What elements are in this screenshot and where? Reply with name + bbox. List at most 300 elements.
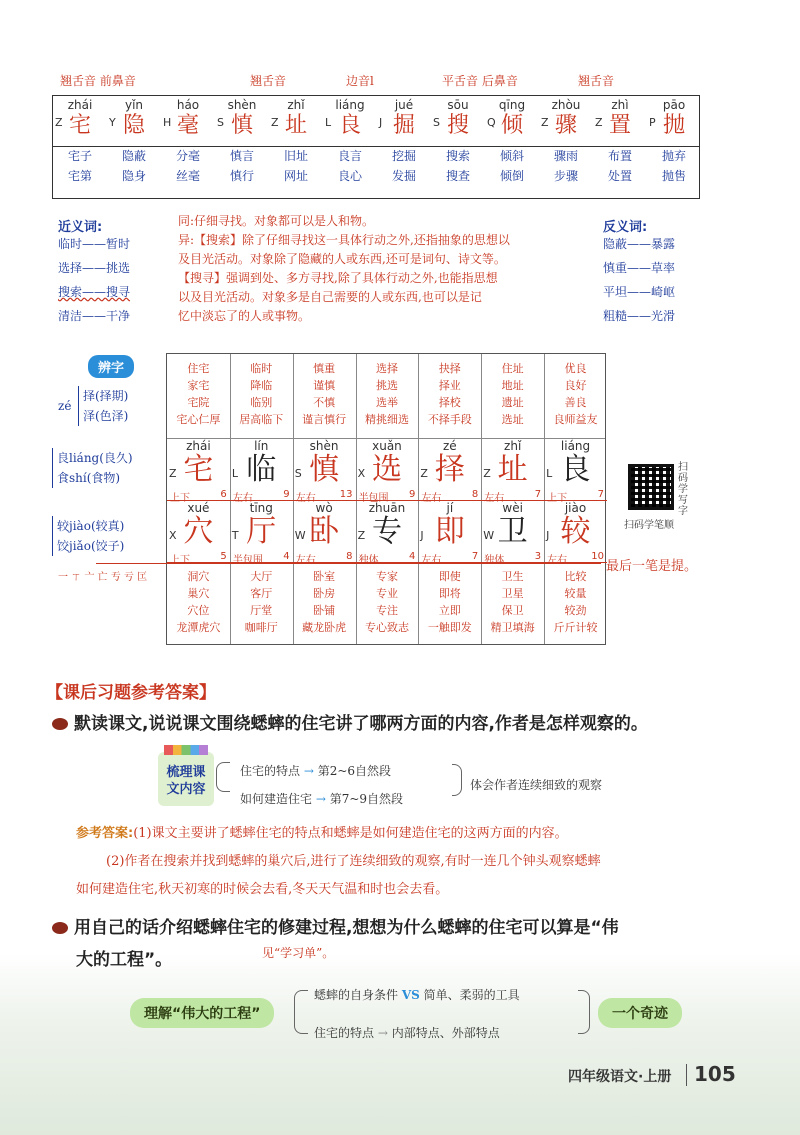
note-line: 同:仔细寻找。对象都可以是人和物。 xyxy=(178,214,375,228)
word-list-cell xyxy=(481,568,544,636)
character: 较 xyxy=(560,514,591,549)
pinyin: qīng xyxy=(498,98,526,112)
stroke-count: 5 xyxy=(220,551,227,562)
character: 专 xyxy=(371,514,402,549)
word: 专家 xyxy=(375,570,398,583)
word: 比较 xyxy=(564,570,587,583)
word-list-cell xyxy=(293,568,356,636)
arrow-right-icon: → xyxy=(315,792,326,806)
word: 保卫 xyxy=(501,604,524,617)
qr-caption: 扫码学笔顺 xyxy=(624,520,674,531)
structure-type: 上下 xyxy=(170,493,190,504)
initial-letter: Q xyxy=(487,116,496,129)
word: 厅堂 xyxy=(250,604,273,617)
word: 宅第 xyxy=(67,169,92,183)
word: 良心 xyxy=(337,169,362,183)
stroke-count: 8 xyxy=(346,551,353,562)
writing-cell xyxy=(167,501,230,566)
stroke-count: 7 xyxy=(597,489,604,500)
character: 卧 xyxy=(309,514,340,549)
word: 龙潭虎穴 xyxy=(176,621,221,634)
structure-type: 左右 xyxy=(547,555,568,566)
initial-letter: Z xyxy=(271,116,279,129)
see-worksheet-note: 见“学习单”。 xyxy=(262,946,335,960)
structure-type: 上下 xyxy=(547,493,568,504)
word: 择校 xyxy=(438,396,461,409)
new-character-cell xyxy=(161,98,215,186)
writing-cell xyxy=(293,501,356,566)
new-character-cell xyxy=(593,98,647,186)
section-title: 【课后习题参考答案】 xyxy=(46,683,216,703)
annotation-tongue-3: 翘舌音 xyxy=(578,74,615,88)
answer-1-part-2-cont: 如何建造住宅,秋天初寒的时候会去看,冬天天气温和时也会去看。 xyxy=(76,882,449,897)
new-character-cell xyxy=(485,98,539,186)
result-pill: 一个奇迹 xyxy=(598,998,682,1028)
character: 穴 xyxy=(183,514,214,549)
initial-letter: J xyxy=(420,529,424,542)
pinyin: zhǐ xyxy=(287,98,305,112)
character: 慎 xyxy=(309,452,340,487)
pinyin: jué xyxy=(394,98,414,112)
bullet-icon xyxy=(52,718,68,730)
bianzi-item: 择(择期) xyxy=(83,389,129,403)
structure-row xyxy=(481,551,544,566)
initial-letter: J xyxy=(546,529,550,542)
word: 旧址 xyxy=(283,149,308,163)
word: 慎重 xyxy=(313,362,336,375)
answer-1 xyxy=(76,820,766,904)
understand-line-1 xyxy=(314,986,520,1003)
pinyin: xué xyxy=(187,501,210,515)
word: 洞穴 xyxy=(187,570,210,583)
word-list-cell xyxy=(544,568,607,636)
word: 临时 xyxy=(250,362,273,375)
pinyin: zhuān xyxy=(368,501,406,515)
word: 选举 xyxy=(375,396,398,409)
pinyin: zhái xyxy=(67,98,93,112)
brace-left-2 xyxy=(294,990,308,1034)
antonyms-list xyxy=(603,232,675,328)
note-line: 忆中淡忘了的人或事物。 xyxy=(178,309,311,323)
initial-letter: L xyxy=(325,116,332,129)
outline-line-2-target: 第7~9自然段 xyxy=(329,792,404,806)
bianzi-item: 食shí(食物) xyxy=(57,471,121,485)
structure-row xyxy=(544,489,607,504)
word: 良言 xyxy=(337,149,362,163)
structure-row xyxy=(167,489,230,504)
structure-type: 半包围 xyxy=(358,493,389,504)
word-list-cell xyxy=(230,360,293,428)
books-icon xyxy=(164,745,208,755)
character: 址 xyxy=(284,113,307,138)
word: 卫星 xyxy=(501,587,524,600)
structure-type: 左右 xyxy=(295,493,316,504)
writing-cell xyxy=(167,439,230,504)
writing-cell xyxy=(356,501,419,566)
initial-letter: Z xyxy=(541,116,549,129)
understand-pill: 理解“伟大的工程” xyxy=(130,998,274,1028)
last-stroke-note: 最后一笔是提。 xyxy=(606,559,698,574)
footer-divider xyxy=(686,1064,687,1086)
new-character-cell xyxy=(215,98,269,186)
qr-code[interactable] xyxy=(628,464,674,510)
new-character-cell xyxy=(647,98,701,186)
structure-type: 左右 xyxy=(484,493,505,504)
word: 丝毫 xyxy=(175,169,200,183)
structure-type: 左右 xyxy=(295,555,316,566)
pinyin: zhǐ xyxy=(504,439,522,453)
word-list-cell xyxy=(418,360,481,428)
pinyin: lín xyxy=(254,439,269,453)
character: 选 xyxy=(371,452,402,487)
character: 厅 xyxy=(246,514,277,549)
note-line: 及目光活动。对象除了隐藏的人或东西,还可是词句、诗文等。 xyxy=(178,252,506,266)
brace-right-2 xyxy=(578,990,590,1034)
writing-cell xyxy=(293,439,356,504)
word: 良好 xyxy=(564,379,587,392)
word: 斤斤计较 xyxy=(553,621,598,634)
word: 降临 xyxy=(250,379,273,392)
word: 不择手段 xyxy=(427,413,472,426)
bullet-icon xyxy=(52,922,68,934)
structure-row xyxy=(481,489,544,504)
word: 卧室 xyxy=(313,570,336,583)
word: 卧铺 xyxy=(313,604,336,617)
word-comparison-note xyxy=(178,212,588,326)
word-list-cell xyxy=(356,360,419,428)
character: 择 xyxy=(434,452,465,487)
character: 慎 xyxy=(230,113,253,138)
pinyin: shèn xyxy=(227,98,257,112)
antonym-item: 粗糙——光滑 xyxy=(603,309,676,323)
word: 宅子 xyxy=(67,149,92,163)
word: 即将 xyxy=(438,587,461,600)
writing-cell xyxy=(481,439,544,504)
pinyin: liáng xyxy=(560,439,591,453)
writing-cell xyxy=(418,501,481,566)
understand-line-2 xyxy=(314,1024,500,1041)
stroke-count: 3 xyxy=(534,551,542,562)
bianzi-group-1-pinyin: zé xyxy=(58,399,72,413)
bianzi-item: 良liáng(良久) xyxy=(57,451,133,465)
pinyin: jí xyxy=(446,501,454,515)
stroke-count: 13 xyxy=(339,489,353,500)
word: 谨言慎行 xyxy=(302,413,347,426)
pinyin: pāo xyxy=(662,98,686,112)
pinyin: wò xyxy=(315,501,333,515)
character: 隐 xyxy=(122,113,145,138)
stroke-count: 4 xyxy=(408,551,416,562)
character: 置 xyxy=(608,113,631,138)
structure-row xyxy=(230,551,293,566)
word: 巢穴 xyxy=(187,587,210,600)
word-list-cell xyxy=(356,568,419,636)
stroke-count: 8 xyxy=(471,489,479,500)
vs-label: VS xyxy=(401,988,420,1002)
initial-letter: W xyxy=(294,529,306,542)
annotation-tongue: 翘舌音 前鼻音 xyxy=(60,74,136,88)
word: 布置 xyxy=(607,149,632,163)
synonym-item: 临时——暂时 xyxy=(58,237,131,251)
word: 择业 xyxy=(438,379,461,392)
word: 咖啡厅 xyxy=(244,621,278,634)
word: 住址 xyxy=(501,362,524,375)
pinyin: sōu xyxy=(447,98,469,112)
question-2-text: 用自己的话介绍蟋蟀住宅的修建过程,想想为什么蟋蟀的住宅可以算是“伟 xyxy=(74,918,619,938)
word: 遗址 xyxy=(501,396,524,409)
question-2 xyxy=(52,912,752,976)
initial-letter: P xyxy=(649,116,656,129)
initial-letter: Z xyxy=(483,467,491,480)
page-number: 105 xyxy=(694,1062,736,1086)
writing-cell xyxy=(544,501,607,566)
initial-letter: S xyxy=(433,116,440,129)
structure-type: 上下 xyxy=(170,555,190,566)
character: 搜 xyxy=(446,113,469,138)
pinyin: liáng xyxy=(335,98,365,112)
antonym-item: 隐蔽——暴露 xyxy=(603,237,676,251)
answer-1-part-2: (2)作者在搜索并找到蟋蟀的巢穴后,进行了连续细致的观察,有时一连几个钟头观察蟋蟀 xyxy=(106,854,601,869)
pinyin: xuǎn xyxy=(372,439,402,453)
antonym-item: 平坦——崎岖 xyxy=(603,285,676,299)
annotation-lateral: 边音l xyxy=(346,74,374,88)
initial-letter: J xyxy=(379,116,383,129)
structure-row xyxy=(230,489,293,504)
word: 临别 xyxy=(250,396,273,409)
word: 隐身 xyxy=(121,169,146,183)
bianzi-group-3 xyxy=(52,516,124,556)
word: 家宅 xyxy=(187,379,210,392)
stroke-count: 4 xyxy=(283,551,290,562)
brace-left xyxy=(216,762,230,792)
character: 良 xyxy=(560,452,591,487)
understand-line-1-target: 简单、柔弱的工具 xyxy=(423,988,520,1002)
character: 即 xyxy=(434,514,465,549)
word-list-cell xyxy=(167,360,230,428)
word: 即使 xyxy=(438,570,461,583)
bianzi-group-2 xyxy=(52,448,133,488)
outline-line-2 xyxy=(240,790,403,807)
stroke-count: 7 xyxy=(534,489,542,500)
word: 住宅 xyxy=(187,362,210,375)
initial-letter: L xyxy=(546,467,553,480)
word: 专注 xyxy=(375,604,398,617)
character: 临 xyxy=(246,452,277,487)
new-character-cell xyxy=(431,98,485,186)
word: 挑选 xyxy=(375,379,398,392)
structure-row xyxy=(167,551,230,566)
word: 客厅 xyxy=(250,587,273,600)
writing-cell xyxy=(356,439,419,504)
writing-cell xyxy=(544,439,607,504)
pinyin: jiào xyxy=(564,501,587,515)
word: 居高临下 xyxy=(239,413,284,426)
word: 精挑细选 xyxy=(364,413,409,426)
synonym-item: 搜索——搜寻 xyxy=(58,285,131,299)
synonyms-title: 近义词: xyxy=(58,220,103,235)
structure-type: 独体 xyxy=(484,555,505,566)
word: 选择 xyxy=(375,362,398,375)
qr-side-label: 扫码学写字 xyxy=(678,462,688,517)
synonym-item: 清洁——干净 xyxy=(58,309,131,323)
answer-label: 参考答案: xyxy=(76,826,134,841)
character: 良 xyxy=(338,113,361,138)
initial-letter: W xyxy=(483,529,495,542)
word: 不慎 xyxy=(313,396,336,409)
arrow-right-icon: → xyxy=(377,1026,388,1040)
word: 较劲 xyxy=(564,604,587,617)
character: 掘 xyxy=(392,113,415,138)
word: 倾倒 xyxy=(499,169,524,183)
word: 处置 xyxy=(607,169,632,183)
bianzi-group-1 xyxy=(78,386,128,426)
bianzi-badge: 辨字 xyxy=(88,355,134,378)
word: 较量 xyxy=(564,587,587,600)
word: 大厅 xyxy=(250,570,273,583)
word: 专业 xyxy=(375,587,398,600)
character: 骤 xyxy=(554,113,577,138)
outline-label-box xyxy=(158,752,214,806)
note-line: 以及目光活动。对象多是自己需要的人或东西,也可以是记 xyxy=(178,290,482,304)
stroke-count: 6 xyxy=(220,489,227,500)
pinyin: yǐn xyxy=(124,98,144,112)
new-character-cell xyxy=(539,98,593,186)
word: 专心致志 xyxy=(364,621,409,634)
initial-letter: S xyxy=(217,116,224,129)
outline-line-1 xyxy=(240,762,391,779)
initial-letter: Z xyxy=(55,116,63,129)
pinyin: shèn xyxy=(309,439,339,453)
character: 宅 xyxy=(68,113,91,138)
structure-type: 左右 xyxy=(232,493,253,504)
question-1-text: 默读课文,说说课文围绕蟋蟀的住宅讲了哪两方面的内容,作者是怎样观察的。 xyxy=(74,714,648,734)
word: 抛售 xyxy=(661,169,686,183)
word: 地址 xyxy=(501,379,524,392)
word: 搜查 xyxy=(445,169,470,183)
word: 挖掘 xyxy=(391,149,416,163)
word-list-cell xyxy=(167,568,230,636)
arrow-right-icon: → xyxy=(303,764,314,778)
word: 抛弃 xyxy=(661,149,686,163)
word: 优良 xyxy=(564,362,587,375)
word: 慎行 xyxy=(229,169,254,183)
word: 谨慎 xyxy=(313,379,336,392)
character: 卫 xyxy=(497,514,528,549)
structure-type: 独体 xyxy=(358,555,379,566)
pinyin: zhái xyxy=(186,439,211,453)
word: 慎言 xyxy=(229,149,254,163)
structure-type: 左右 xyxy=(421,493,442,504)
pinyin: háo xyxy=(176,98,200,112)
antonym-item: 慎重——草率 xyxy=(603,261,676,275)
outline-label-line: 文内容 xyxy=(166,782,206,797)
structure-row xyxy=(544,551,607,566)
pinyin: zhì xyxy=(611,98,629,112)
word-list-cell xyxy=(230,568,293,636)
understand-line-2-text: 住宅的特点 xyxy=(314,1026,375,1040)
word: 隐蔽 xyxy=(121,149,146,163)
answer-1-part-1: (1)课文主要讲了蟋蟀住宅的特点和蟋蟀是如何建造住宅的这两方面的内容。 xyxy=(133,826,568,841)
initial-letter: X xyxy=(169,529,177,542)
word: 选址 xyxy=(501,413,524,426)
word: 步骤 xyxy=(553,169,578,183)
synonyms-list xyxy=(58,232,130,328)
outline-line-1-text: 住宅的特点 xyxy=(240,764,301,778)
writing-cell xyxy=(481,501,544,566)
new-characters-table xyxy=(52,95,700,199)
initial-letter: H xyxy=(163,116,172,129)
word: 卫生 xyxy=(501,570,524,583)
structure-row xyxy=(356,489,419,504)
initial-letter: X xyxy=(357,467,366,480)
question-1 xyxy=(52,708,762,740)
writing-cell xyxy=(230,501,293,566)
bianzi-item: 较jiào(较真) xyxy=(57,519,125,533)
bianzi-item: 饺jiǎo(饺子) xyxy=(57,539,125,553)
stroke-count: 10 xyxy=(591,551,604,562)
word: 宅院 xyxy=(187,396,210,409)
word: 一触即发 xyxy=(427,621,472,634)
structure-row xyxy=(356,551,419,566)
question-2-text-cont: 大的工程”。 xyxy=(76,950,173,970)
initial-letter: Z xyxy=(169,467,177,480)
bianzi-item: 泽(色泽) xyxy=(83,409,129,423)
word: 发掘 xyxy=(391,169,416,183)
word: 良师益友 xyxy=(553,413,598,426)
footer-book-title: 四年级语文·上册 xyxy=(568,1069,672,1085)
stroke-count: 7 xyxy=(471,551,479,562)
word: 倾斜 xyxy=(499,149,524,163)
character: 倾 xyxy=(500,113,523,138)
new-character-cell xyxy=(377,98,431,186)
character: 毫 xyxy=(176,113,199,138)
structure-row xyxy=(293,489,356,504)
word: 善良 xyxy=(564,396,587,409)
word: 搜索 xyxy=(445,149,470,163)
word-list-cell xyxy=(293,360,356,428)
word: 抉择 xyxy=(438,362,461,375)
note-line: 异:【搜索】除了仔细寻找这一具体行动之外,还指抽象的思想以 xyxy=(178,233,510,247)
structure-row xyxy=(418,489,481,504)
initial-letter: S xyxy=(294,467,302,480)
word: 分毫 xyxy=(175,149,200,163)
outline-line-2-text: 如何建造住宅 xyxy=(240,792,313,806)
word: 宅心仁厚 xyxy=(176,413,221,426)
word: 网址 xyxy=(283,169,308,183)
word: 骤雨 xyxy=(553,149,578,163)
new-character-cell xyxy=(107,98,161,186)
character: 宅 xyxy=(183,452,214,487)
initial-letter: Z xyxy=(357,529,366,542)
stroke-count: 9 xyxy=(283,489,290,500)
writing-character-grid xyxy=(166,353,606,645)
pinyin: zé xyxy=(442,439,457,453)
annotation-tongue-2: 翘舌音 xyxy=(250,74,287,88)
structure-row xyxy=(418,551,481,566)
understand-line-1-text: 蟋蟀的自身条件 xyxy=(314,988,399,1002)
outline-label-line: 梳理课 xyxy=(166,765,206,780)
word-list-cell xyxy=(418,568,481,636)
writing-cell xyxy=(230,439,293,504)
pinyin: zhòu xyxy=(551,98,581,112)
structure-type: 左右 xyxy=(421,555,442,566)
initial-letter: T xyxy=(231,529,239,542)
stroke-order-sequence: 一 ㄒ 亠 亡 亐 亏 匞 xyxy=(58,572,148,583)
word: 藏龙卧虎 xyxy=(302,621,347,634)
stroke-count: 9 xyxy=(408,489,416,500)
word-list-cell xyxy=(544,360,607,428)
character: 抛 xyxy=(662,113,685,138)
